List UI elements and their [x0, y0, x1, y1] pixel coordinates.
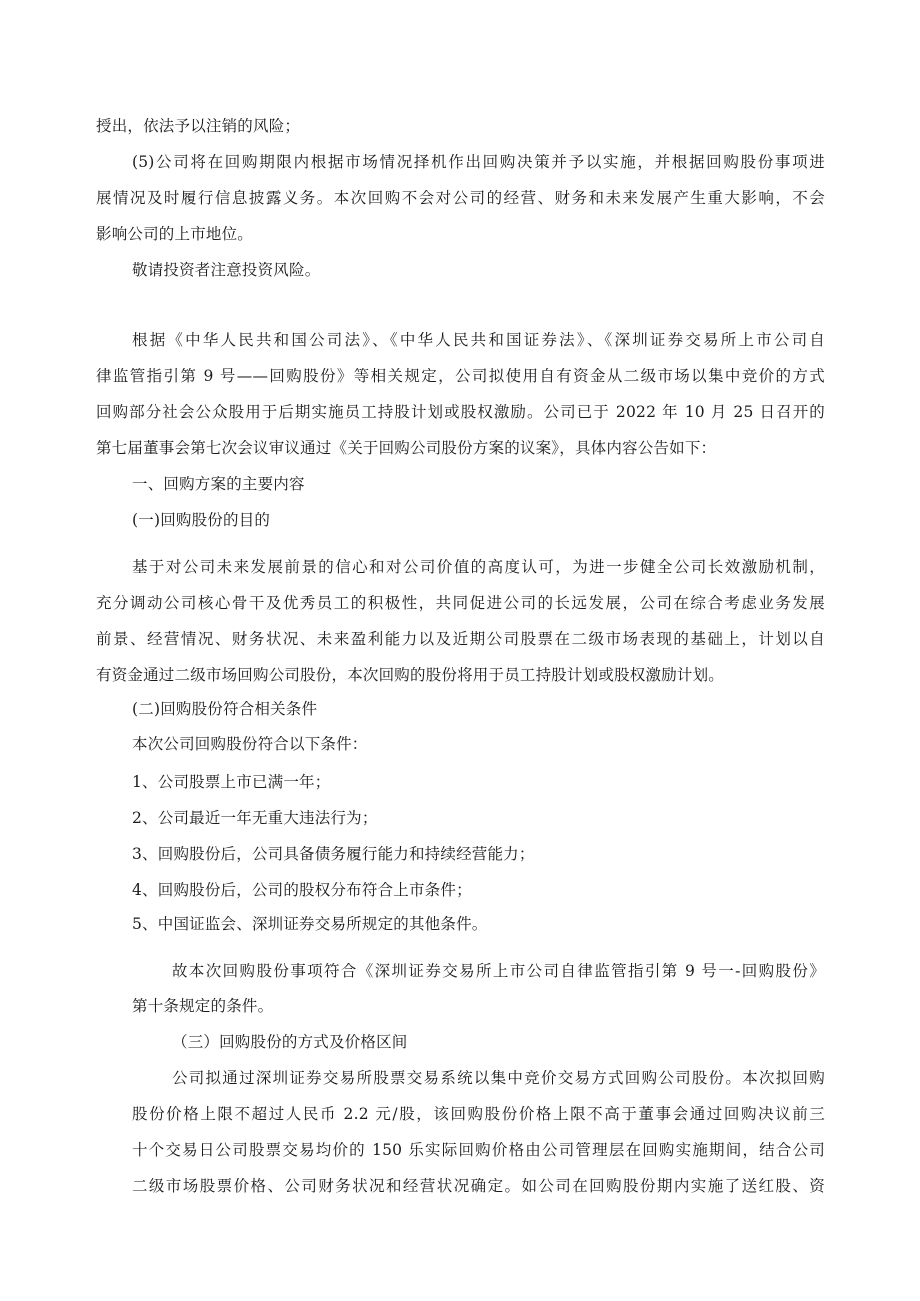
paragraph-5-line-4: 有资金通过二级市场回购公司股份，本次回购的股份将用于员工持股计划或股权激励计划。: [96, 666, 725, 684]
subsection-heading-1: (一)回购股份的目的: [132, 511, 271, 529]
conditions-intro: 本次公司回购股份符合以下条件：: [132, 735, 368, 753]
condition-item: 2、公司最近一年无重大违法行为；: [132, 809, 378, 827]
condition-item: 3、回购股份后，公司具备债务履行能力和持续经营能力；: [132, 845, 535, 863]
paragraph-4-line-1: 根据《中华人民共和国公司法》、《中华人民共和国证券法》、《深圳证券交易所上市公司自: [132, 331, 825, 349]
paragraph-1-line-1: 授出，依法予以注销的风险；: [96, 117, 301, 135]
paragraph-5-line-3: 前景、经营情况、财务状况、未来盈利能力以及近期公司股票在二级市场表现的基础上，计划以自: [96, 630, 825, 648]
subsection-heading-2: (二)回购股份符合相关条件: [132, 700, 318, 718]
paragraph-4-line-2: 律监管指引第 9 号——回购股份》等相关规定，公司拟使用自有资金从二级市场以集中竞价的方式: [96, 367, 825, 385]
paragraph-2-line-3: 影响公司的上市地位。: [96, 225, 254, 243]
paragraph-2-line-1: (5)公司将在回购期限内根据市场情况择机作出回购决策并予以实施，并根据回购股份事项进: [132, 153, 825, 171]
condition-item: 5、中国证监会、深圳证券交易所规定的其他条件。: [132, 915, 488, 933]
paragraph-7-line-1: 公司拟通过深圳证券交易所股票交易系统以集中竞价交易方式回购公司股份。本次拟回购: [172, 1069, 825, 1087]
section-heading-1: 一、回购方案的主要内容: [132, 475, 305, 493]
paragraph-2-line-2: 展情况及时履行信息披露义务。本次回购不会对公司的经营、财务和未来发展产生重大影响，不会: [96, 189, 825, 207]
paragraph-7-line-3: 十个交易日公司股票交易均价的 150 乐实际回购价格由公司管理层在回购实施期间，结合公司: [132, 1141, 825, 1159]
condition-item: 1、公司股票上市已满一年；: [132, 773, 331, 791]
paragraph-5-line-2: 充分调动公司核心骨干及优秀员工的积极性，共同促进公司的长远发展，公司在综合考虑业务发展: [96, 594, 825, 612]
paragraph-7-line-4: 二级市场股票价格、公司财务状况和经营状况确定。如公司在回购股份期内实施了送红股、资: [132, 1177, 825, 1195]
paragraph-4-line-4: 第七届董事会第七次会议审议通过《关于回购公司股份方案的议案》，具体内容公告如下：: [96, 439, 717, 457]
paragraph-6-line-2: 第十条规定的条件。: [132, 997, 274, 1015]
paragraph-4-line-3: 回购部分社会公众股用于后期实施员工持股计划或股权激励。公司已于 2022 年 10 月 25 日召开的: [96, 403, 825, 421]
paragraph-3-line-1: 敬请投资者注意投资风险。: [132, 261, 321, 279]
paragraph-5-line-1: 基于对公司未来发展前景的信心和对公司价值的高度认可，为进一步健全公司长效激励机制，: [132, 558, 825, 576]
paragraph-6-line-1: 故本次回购股份事项符合《深圳证券交易所上市公司自律监管指引第 9 号一-回购股份》: [172, 962, 825, 980]
paragraph-7-line-2: 股份价格上限不超过人民币 2.2 元/股，该回购股份价格上限不高于董事会通过回购决议前三: [132, 1105, 825, 1123]
condition-item: 4、回购股份后，公司的股权分布符合上市条件；: [132, 881, 472, 899]
subsection-heading-3: （三）回购股份的方式及价格区间: [172, 1033, 408, 1051]
